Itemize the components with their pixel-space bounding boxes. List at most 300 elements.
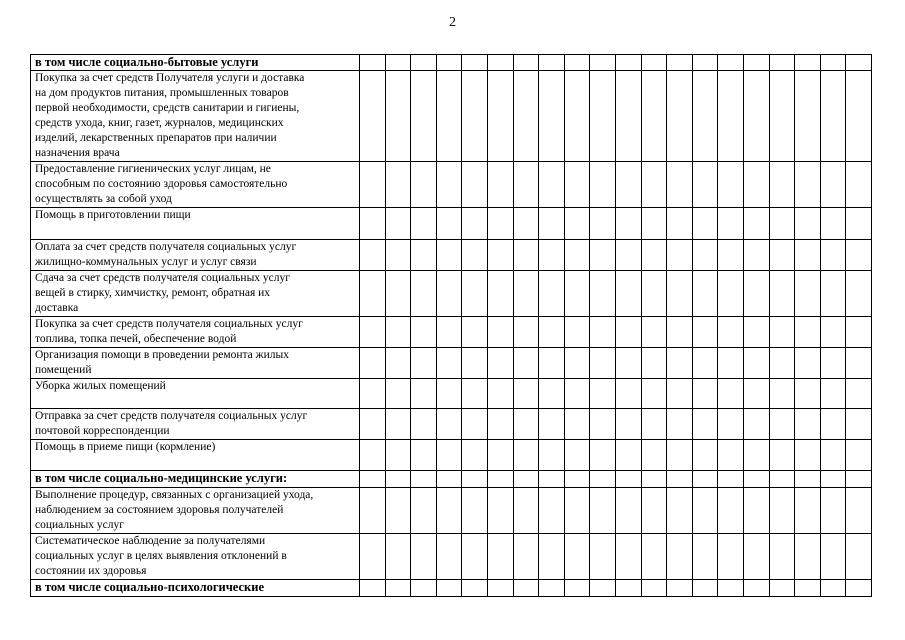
grid-cell	[615, 317, 641, 348]
grid-cell	[692, 348, 718, 379]
grid-cell	[692, 488, 718, 534]
service-row	[31, 379, 872, 409]
grid-cell	[820, 488, 846, 534]
grid-cell	[846, 162, 872, 208]
grid-cell	[692, 471, 718, 488]
grid-cell	[769, 471, 795, 488]
grid-cell	[846, 471, 872, 488]
grid-cell	[692, 162, 718, 208]
grid-cell	[411, 534, 437, 580]
grid-cell	[692, 409, 718, 440]
grid-cell	[385, 534, 411, 580]
grid-cell	[564, 379, 590, 409]
services-table	[30, 54, 872, 597]
grid-cell	[360, 534, 386, 580]
grid-cell	[487, 348, 513, 379]
grid-cell	[513, 271, 539, 317]
grid-cell	[667, 240, 693, 271]
grid-cell	[487, 379, 513, 409]
grid-cell	[539, 348, 565, 379]
grid-cell	[487, 55, 513, 71]
grid-cell	[564, 488, 590, 534]
grid-cell	[718, 71, 744, 162]
grid-cell	[692, 317, 718, 348]
row-label-text: в том числе социально-бытовые услуги	[35, 55, 259, 69]
service-row	[31, 348, 872, 379]
row-label-text: Отправка за счет средств получателя социальных услуг почтовой корреспонденции	[35, 410, 308, 437]
grid-cell	[564, 471, 590, 488]
grid-cell	[769, 348, 795, 379]
grid-cell	[436, 409, 462, 440]
grid-cell	[539, 317, 565, 348]
row-label-text: Предоставление гигиенических услуг лицам, не способным по состоянию здоровья самостоятельно осуществлять за собой уход	[35, 163, 288, 205]
service-label	[31, 348, 360, 379]
grid-cell	[820, 409, 846, 440]
grid-cell	[513, 240, 539, 271]
grid-cell	[462, 440, 488, 471]
grid-cell	[769, 271, 795, 317]
grid-cell	[385, 208, 411, 240]
service-label	[31, 440, 360, 471]
grid-cell	[795, 534, 821, 580]
grid-cell	[385, 379, 411, 409]
grid-cell	[667, 71, 693, 162]
row-label-text: Покупка за счет средств получателя социальных услуг топлива, топка печей, обеспечение водой	[35, 318, 303, 345]
grid-cell	[718, 471, 744, 488]
grid-cell	[641, 409, 667, 440]
service-label	[31, 208, 360, 240]
grid-cell	[590, 488, 616, 534]
grid-cell	[718, 271, 744, 317]
section-heading-row	[31, 55, 872, 71]
grid-cell	[436, 271, 462, 317]
grid-cell	[769, 488, 795, 534]
grid-cell	[769, 162, 795, 208]
grid-cell	[513, 409, 539, 440]
grid-cell	[462, 271, 488, 317]
grid-cell	[590, 440, 616, 471]
grid-cell	[462, 409, 488, 440]
grid-cell	[615, 488, 641, 534]
grid-cell	[487, 271, 513, 317]
grid-cell	[487, 317, 513, 348]
grid-cell	[667, 580, 693, 597]
grid-cell	[615, 162, 641, 208]
grid-cell	[795, 409, 821, 440]
grid-cell	[769, 379, 795, 409]
grid-cell	[769, 71, 795, 162]
grid-cell	[769, 240, 795, 271]
grid-cell	[462, 580, 488, 597]
row-label-text: Оплата за счет средств получателя социальных услуг жилищно-коммунальных услуг и услуг связи	[35, 241, 297, 268]
grid-cell	[667, 208, 693, 240]
service-row	[31, 71, 872, 162]
grid-cell	[718, 409, 744, 440]
grid-cell	[641, 580, 667, 597]
grid-cell	[667, 348, 693, 379]
grid-cell	[590, 55, 616, 71]
grid-cell	[462, 471, 488, 488]
grid-cell	[820, 317, 846, 348]
grid-cell	[615, 409, 641, 440]
grid-cell	[795, 162, 821, 208]
grid-cell	[436, 208, 462, 240]
grid-cell	[795, 440, 821, 471]
grid-cell	[487, 488, 513, 534]
grid-cell	[411, 409, 437, 440]
grid-cell	[692, 440, 718, 471]
grid-cell	[462, 379, 488, 409]
grid-cell	[795, 271, 821, 317]
grid-cell	[590, 317, 616, 348]
grid-cell	[411, 379, 437, 409]
section-heading-row	[31, 471, 872, 488]
grid-cell	[590, 534, 616, 580]
grid-cell	[820, 580, 846, 597]
grid-cell	[360, 162, 386, 208]
service-row	[31, 488, 872, 534]
grid-cell	[487, 71, 513, 162]
grid-cell	[795, 208, 821, 240]
grid-cell	[820, 534, 846, 580]
grid-cell	[769, 55, 795, 71]
grid-cell	[360, 488, 386, 534]
grid-cell	[513, 488, 539, 534]
grid-cell	[718, 162, 744, 208]
service-label	[31, 71, 360, 162]
section-heading	[31, 471, 360, 488]
grid-cell	[564, 440, 590, 471]
grid-cell	[820, 348, 846, 379]
grid-cell	[641, 440, 667, 471]
grid-cell	[667, 271, 693, 317]
grid-cell	[718, 379, 744, 409]
grid-cell	[795, 580, 821, 597]
row-label-text: Помощь в приготовлении пищи	[35, 209, 191, 221]
row-label-text: Помощь в приеме пищи (кормление)	[35, 441, 216, 453]
grid-cell	[385, 240, 411, 271]
grid-cell	[590, 162, 616, 208]
grid-cell	[641, 71, 667, 162]
grid-cell	[846, 317, 872, 348]
grid-cell	[718, 440, 744, 471]
grid-cell	[462, 71, 488, 162]
grid-cell	[590, 471, 616, 488]
grid-cell	[539, 440, 565, 471]
grid-cell	[667, 440, 693, 471]
grid-cell	[641, 488, 667, 534]
grid-cell	[820, 55, 846, 71]
grid-cell	[539, 580, 565, 597]
grid-cell	[462, 348, 488, 379]
grid-cell	[743, 534, 769, 580]
grid-cell	[641, 162, 667, 208]
grid-cell	[615, 271, 641, 317]
grid-cell	[615, 534, 641, 580]
grid-cell	[411, 580, 437, 597]
grid-cell	[743, 317, 769, 348]
grid-cell	[615, 208, 641, 240]
grid-cell	[846, 71, 872, 162]
grid-cell	[590, 379, 616, 409]
grid-cell	[846, 379, 872, 409]
grid-cell	[667, 409, 693, 440]
grid-cell	[564, 208, 590, 240]
grid-cell	[692, 379, 718, 409]
grid-cell	[743, 208, 769, 240]
grid-cell	[718, 534, 744, 580]
grid-cell	[462, 55, 488, 71]
grid-cell	[513, 440, 539, 471]
grid-cell	[462, 162, 488, 208]
grid-cell	[641, 534, 667, 580]
grid-cell	[487, 471, 513, 488]
grid-cell	[692, 55, 718, 71]
grid-cell	[360, 409, 386, 440]
service-label	[31, 488, 360, 534]
grid-cell	[436, 71, 462, 162]
grid-cell	[615, 580, 641, 597]
grid-cell	[769, 440, 795, 471]
grid-cell	[360, 379, 386, 409]
grid-cell	[385, 55, 411, 71]
grid-cell	[411, 348, 437, 379]
grid-cell	[795, 317, 821, 348]
grid-cell	[462, 208, 488, 240]
grid-cell	[743, 440, 769, 471]
grid-cell	[564, 534, 590, 580]
grid-cell	[564, 55, 590, 71]
grid-cell	[360, 580, 386, 597]
grid-cell	[769, 534, 795, 580]
grid-cell	[539, 162, 565, 208]
grid-cell	[820, 71, 846, 162]
grid-cell	[411, 271, 437, 317]
service-label	[31, 409, 360, 440]
service-row	[31, 208, 872, 240]
grid-cell	[795, 240, 821, 271]
grid-cell	[667, 471, 693, 488]
grid-cell	[462, 488, 488, 534]
grid-cell	[539, 208, 565, 240]
grid-cell	[795, 71, 821, 162]
service-row	[31, 409, 872, 440]
grid-cell	[411, 471, 437, 488]
service-label	[31, 271, 360, 317]
grid-cell	[743, 379, 769, 409]
grid-cell	[667, 162, 693, 208]
grid-cell	[360, 271, 386, 317]
grid-cell	[718, 208, 744, 240]
grid-cell	[743, 71, 769, 162]
services-table-body	[31, 55, 872, 597]
grid-cell	[820, 162, 846, 208]
grid-cell	[487, 580, 513, 597]
grid-cell	[846, 440, 872, 471]
row-label-text: Выполнение процедур, связанных с организацией ухода, наблюдением за состоянием здоровья получателей социальных услуг	[35, 489, 314, 531]
grid-cell	[385, 409, 411, 440]
grid-cell	[795, 488, 821, 534]
grid-cell	[487, 240, 513, 271]
grid-cell	[615, 55, 641, 71]
grid-cell	[820, 471, 846, 488]
grid-cell	[769, 208, 795, 240]
grid-cell	[846, 534, 872, 580]
grid-cell	[411, 71, 437, 162]
service-label	[31, 534, 360, 580]
grid-cell	[539, 71, 565, 162]
grid-cell	[360, 471, 386, 488]
row-label-text: в том числе социально-психологические	[35, 580, 264, 594]
row-label-text: Уборка жилых помещений	[35, 380, 166, 392]
grid-cell	[641, 271, 667, 317]
grid-cell	[718, 55, 744, 71]
grid-cell	[411, 162, 437, 208]
grid-cell	[411, 440, 437, 471]
grid-cell	[513, 317, 539, 348]
grid-cell	[692, 208, 718, 240]
grid-cell	[641, 317, 667, 348]
grid-cell	[436, 55, 462, 71]
grid-cell	[590, 240, 616, 271]
grid-cell	[385, 488, 411, 534]
grid-cell	[487, 409, 513, 440]
grid-cell	[385, 348, 411, 379]
grid-cell	[846, 409, 872, 440]
grid-cell	[360, 71, 386, 162]
grid-cell	[743, 162, 769, 208]
service-row	[31, 240, 872, 271]
grid-cell	[641, 240, 667, 271]
grid-cell	[411, 55, 437, 71]
grid-cell	[360, 348, 386, 379]
grid-cell	[539, 409, 565, 440]
grid-cell	[692, 240, 718, 271]
grid-cell	[360, 317, 386, 348]
grid-cell	[615, 240, 641, 271]
grid-cell	[360, 440, 386, 471]
grid-cell	[564, 409, 590, 440]
grid-cell	[846, 240, 872, 271]
grid-cell	[539, 488, 565, 534]
grid-cell	[539, 55, 565, 71]
service-label	[31, 162, 360, 208]
service-label	[31, 379, 360, 409]
grid-cell	[462, 240, 488, 271]
grid-cell	[564, 71, 590, 162]
page-number: 2	[449, 15, 456, 30]
row-label-text: Сдача за счет средств получателя социальных услуг вещей в стирку, химчистку, ремонт, обратная их доставка	[35, 272, 290, 314]
grid-cell	[590, 271, 616, 317]
grid-cell	[513, 471, 539, 488]
grid-cell	[743, 55, 769, 71]
grid-cell	[513, 162, 539, 208]
grid-cell	[564, 580, 590, 597]
grid-cell	[820, 208, 846, 240]
grid-cell	[743, 271, 769, 317]
grid-cell	[436, 162, 462, 208]
grid-cell	[641, 379, 667, 409]
grid-cell	[692, 580, 718, 597]
grid-cell	[487, 208, 513, 240]
grid-cell	[615, 348, 641, 379]
section-heading-row	[31, 580, 872, 597]
grid-cell	[564, 317, 590, 348]
grid-cell	[692, 271, 718, 317]
grid-cell	[667, 534, 693, 580]
grid-cell	[385, 162, 411, 208]
grid-cell	[513, 55, 539, 71]
grid-cell	[385, 71, 411, 162]
grid-cell	[539, 379, 565, 409]
grid-cell	[462, 534, 488, 580]
grid-cell	[411, 488, 437, 534]
grid-cell	[590, 71, 616, 162]
grid-cell	[795, 379, 821, 409]
grid-cell	[615, 440, 641, 471]
grid-cell	[539, 534, 565, 580]
grid-cell	[641, 471, 667, 488]
grid-cell	[564, 162, 590, 208]
grid-cell	[846, 348, 872, 379]
grid-cell	[411, 208, 437, 240]
grid-cell	[795, 348, 821, 379]
grid-cell	[487, 162, 513, 208]
grid-cell	[667, 55, 693, 71]
grid-cell	[820, 240, 846, 271]
grid-cell	[820, 271, 846, 317]
service-label	[31, 240, 360, 271]
row-label-text: Покупка за счет средств Получателя услуги и доставка на дом продуктов питания, промышленных товаров первой необходимости, средств санитарии и гигиены, средств ухода, книг, газет, журналов, медицинских изделий, лекарственных препаратов при наличии назначения врача	[35, 72, 305, 159]
grid-cell	[411, 240, 437, 271]
grid-cell	[769, 317, 795, 348]
grid-cell	[385, 580, 411, 597]
grid-cell	[462, 317, 488, 348]
grid-cell	[564, 240, 590, 271]
service-label	[31, 317, 360, 348]
grid-cell	[667, 379, 693, 409]
grid-cell	[436, 317, 462, 348]
grid-cell	[590, 208, 616, 240]
row-label-text: в том числе социально-медицинские услуги:	[35, 471, 288, 485]
section-heading	[31, 55, 360, 71]
grid-cell	[846, 580, 872, 597]
grid-cell	[743, 409, 769, 440]
grid-cell	[590, 348, 616, 379]
grid-cell	[436, 488, 462, 534]
grid-cell	[820, 379, 846, 409]
grid-cell	[360, 55, 386, 71]
service-row	[31, 271, 872, 317]
grid-cell	[718, 488, 744, 534]
service-row	[31, 440, 872, 471]
grid-cell	[411, 317, 437, 348]
grid-cell	[513, 580, 539, 597]
grid-cell	[590, 580, 616, 597]
grid-cell	[615, 71, 641, 162]
grid-cell	[795, 55, 821, 71]
grid-cell	[385, 271, 411, 317]
grid-cell	[539, 471, 565, 488]
grid-cell	[641, 55, 667, 71]
grid-cell	[846, 208, 872, 240]
grid-cell	[436, 534, 462, 580]
grid-cell	[513, 208, 539, 240]
grid-cell	[360, 240, 386, 271]
grid-cell	[615, 379, 641, 409]
grid-cell	[615, 471, 641, 488]
grid-cell	[539, 240, 565, 271]
